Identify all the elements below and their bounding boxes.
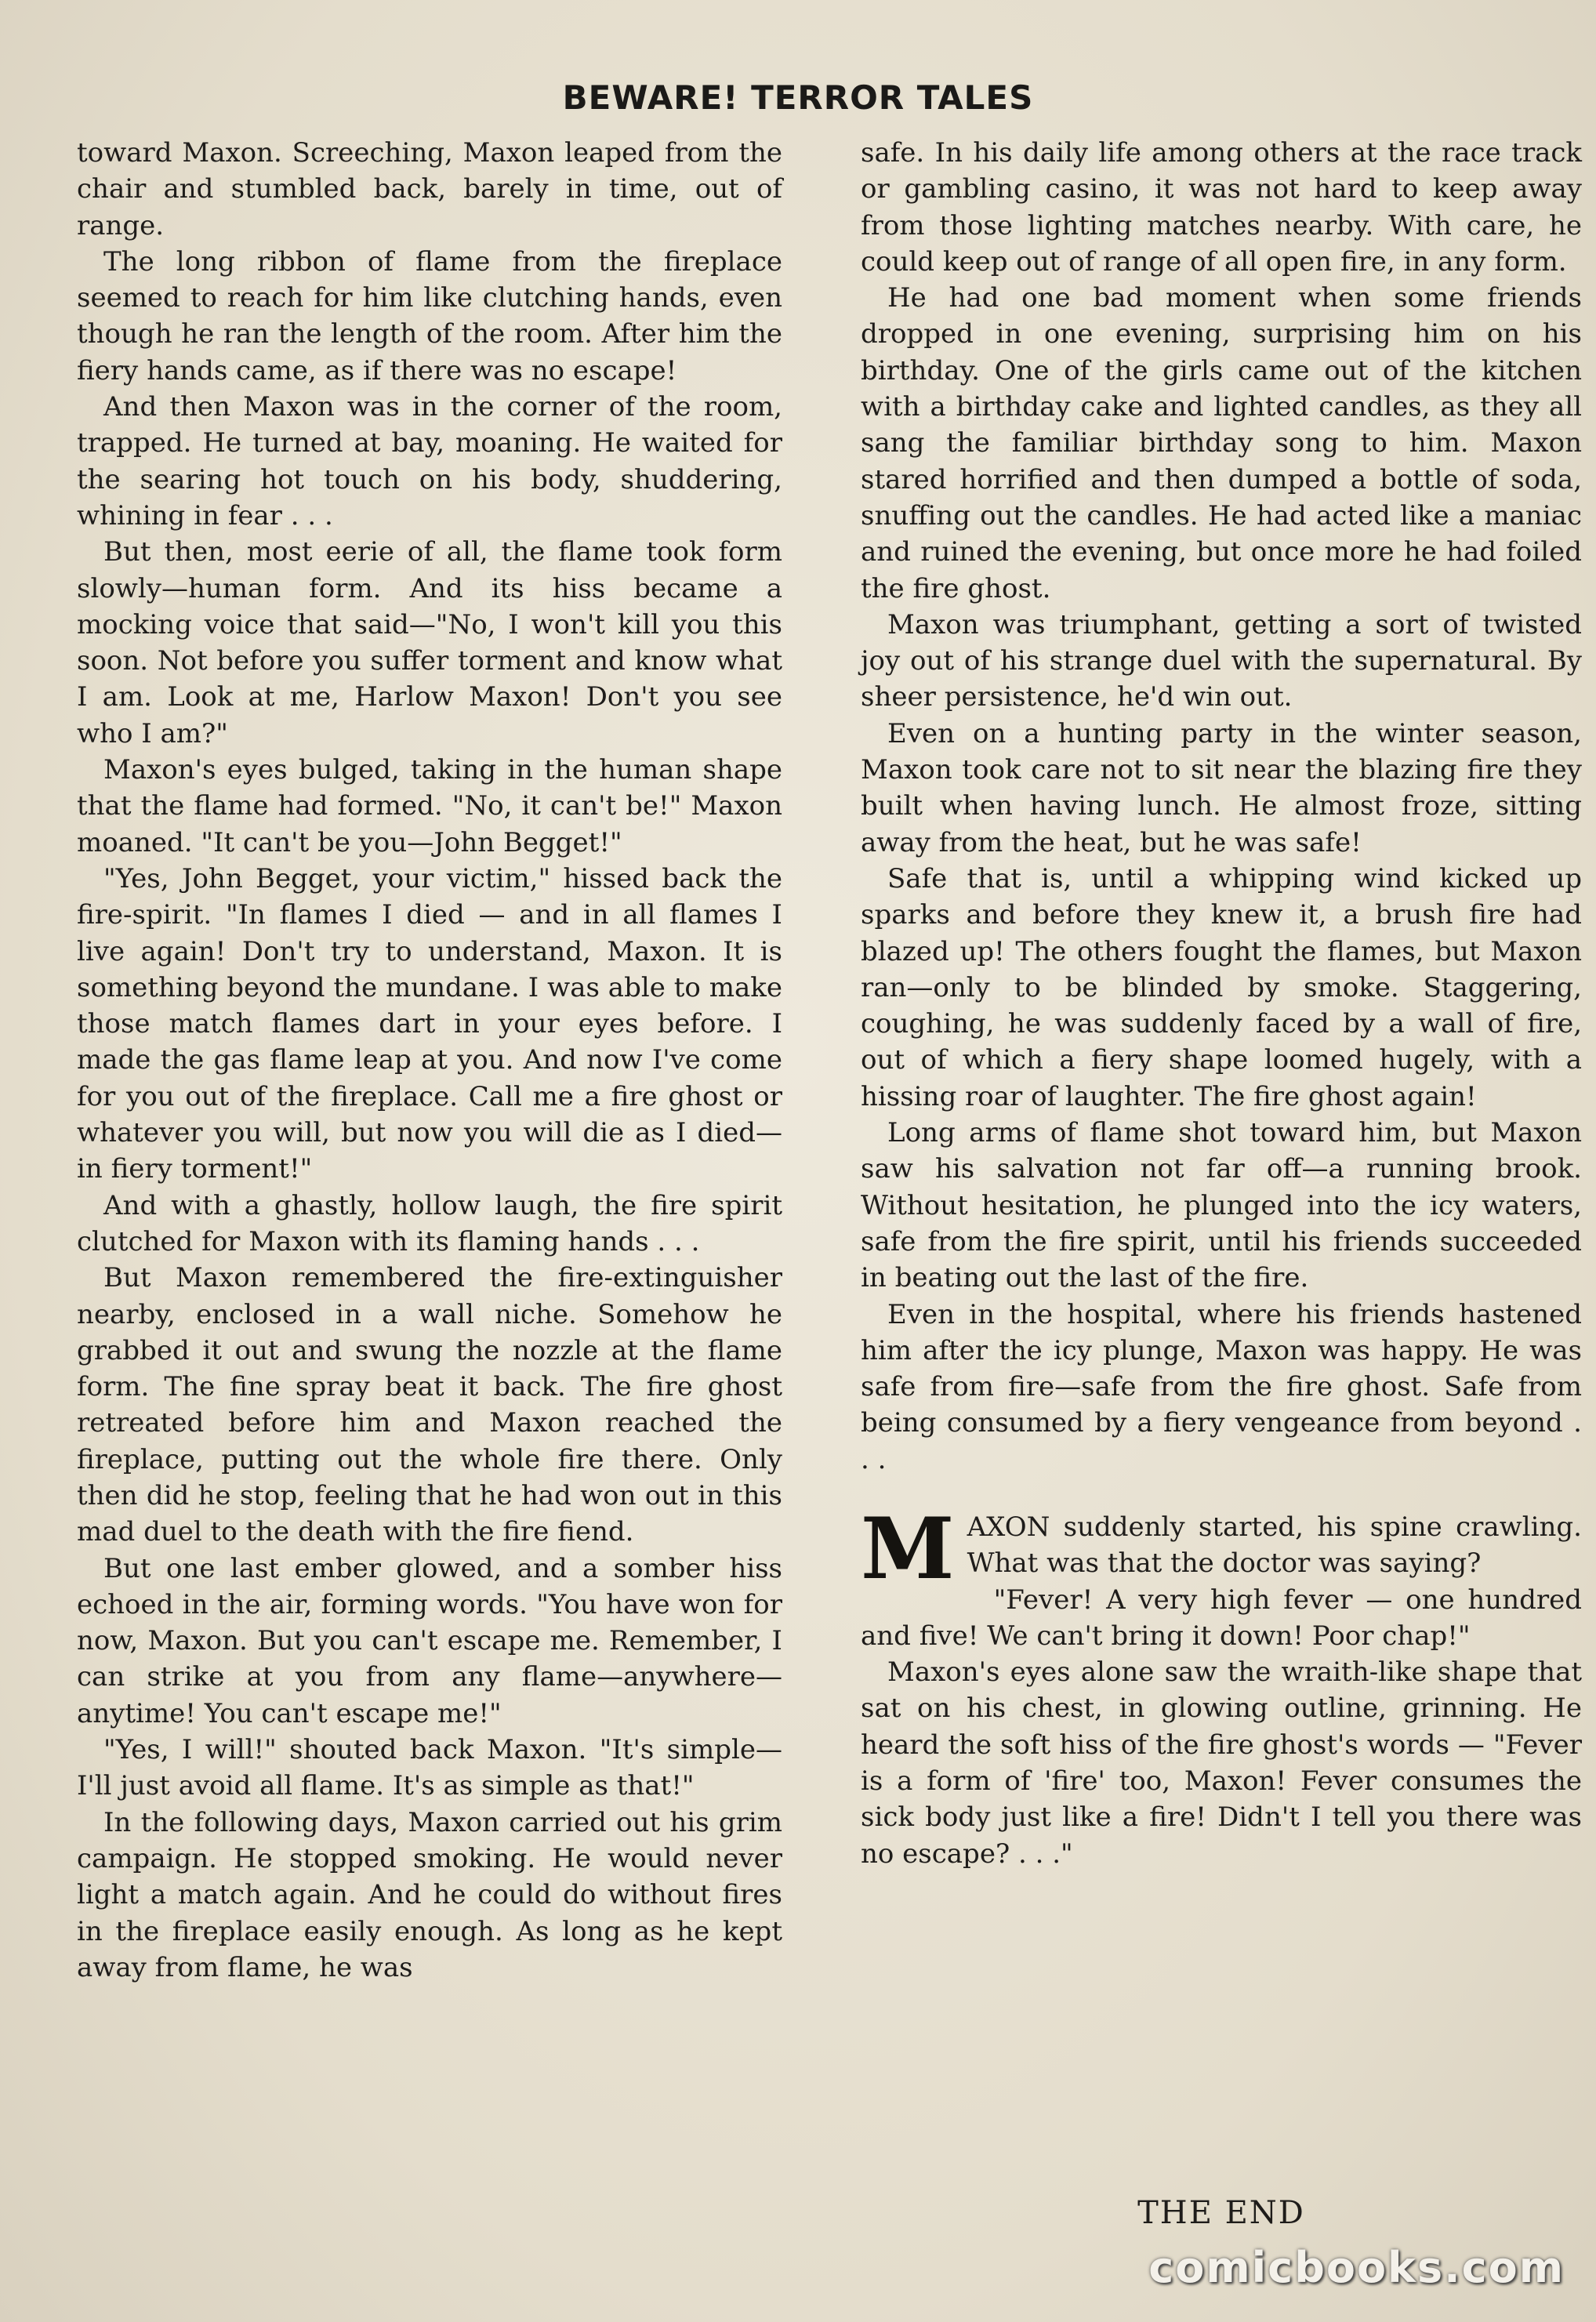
paragraph: And with a ghastly, hollow laugh, the fire spirit clutched for Maxon with its flaming hands . . . bbox=[77, 1189, 782, 1257]
paragraph: But one last ember glowed, and a somber hiss echoed in the air, forming words. "You have won for now, Maxon. But you can't escape me. Remember, I can strike at you from any flame—anywhere—anytime! You can't escape me!" bbox=[77, 1552, 782, 1729]
paragraph: The long ribbon of flame from the fireplace seemed to reach for him like clutching hands, even though he ran the length of the room. After him the fiery hands came, as if there was no escape! bbox=[77, 245, 782, 386]
the-end-label: THE END bbox=[1137, 2195, 1305, 2231]
paragraph: "Yes, John Begget, your victim," hissed back the fire-spirit. "In flames I died — and in all flames I live again! Don't try to understand, Maxon. It is something beyond the mundane. I was able to make those match flames dart in your eyes before. I made the gas flame leap at you. And now I've come for you out of the fireplace. Call me a fire ghost or whatever you will, but now you will die as I died—in fiery torment!" bbox=[77, 862, 782, 1185]
paragraph: But Maxon remembered the fire-extinguisher nearby, enclosed in a wall niche. Somehow he grabbed it out and swung the nozzle at the flame form. The fine spray beat it back. The fire ghost retreated before him and Maxon reached the fireplace, putting out the whole fire there. Only then did he stop, feeling that he had won out in this mad duel to the death with the fire fiend. bbox=[77, 1262, 782, 1548]
paragraph: safe. In his daily life among others at the race track or gambling casino, it was not hard to keep away from those lighting matches nearby. With care, he could keep out of range of all open fire, in any form. bbox=[861, 137, 1582, 278]
paragraph: "Yes, I will!" shouted back Maxon. "It's simple—I'll just avoid all flame. It's as simple as that!" bbox=[77, 1734, 782, 1802]
drop-cap: M bbox=[861, 1499, 955, 1598]
epilogue-text: AXON suddenly started, his spine crawling. What was that the doctor was saying? bbox=[967, 1511, 1582, 1580]
paragraph: He had one bad moment when some friends dropped in one evening, surprising him on his birthday. One of the girls came out of the kitchen with a birthday cake and lighted candles, as they all sang the familiar birthday song to him. Maxon stared horrified and then dumped a bottle of soda, snuffing out the candles. He had acted like a maniac and ruined the evening, but once more he had foiled the fire ghost. bbox=[861, 282, 1582, 604]
paragraph: Maxon's eyes bulged, taking in the human shape that the flame had formed. "No, it can't be!" Maxon moaned. "It can't be you—John Begget!" bbox=[77, 754, 782, 858]
paragraph: "Fever! A very high fever — one hundred and five! We can't bring it down! Poor chap!" bbox=[861, 1584, 1582, 1652]
paragraph: Even on a hunting party in the winter season, Maxon took care not to sit near the blazing fire they built when having lunch. He almost froze, sitting away from the heat, but he was safe! bbox=[861, 717, 1582, 858]
watermark-logo: comicbooks.com bbox=[1148, 2243, 1565, 2292]
paragraph: Even in the hospital, where his friends hastened him after the icy plunge, Maxon was happy. He was safe from fire—safe from the fire ghost. Safe from being consumed by a fiery vengeance from beyond . . . bbox=[861, 1298, 1582, 1475]
right-column bbox=[861, 135, 1582, 1872]
epilogue-first-paragraph bbox=[861, 1499, 1582, 1598]
paragraph: Maxon's eyes alone saw the wraith-like shape that sat on his chest, in glowing outline, grinning. He heard the soft hiss of the fire ghost's words — "Fever is a form of 'fire' too, Maxon! Fever consumes the sick body just like a fire! Didn't I tell you there was no escape? . . ." bbox=[861, 1656, 1582, 1870]
paragraph: toward Maxon. Screeching, Maxon leaped from the chair and stumbled back, barely in time, out of range. bbox=[77, 137, 782, 241]
paragraph: Maxon was triumphant, getting a sort of twisted joy out of his strange duel with the supernatural. By sheer persistence, he'd win out. bbox=[861, 608, 1582, 713]
paragraph: But then, most eerie of all, the flame took form slowly—human form. And its hiss became a mocking voice that said—"No, I won't kill you this soon. Not before you suffer torment and know what I am. Look at me, Harlow Maxon! Don't you see who I am?" bbox=[77, 536, 782, 749]
paragraph: Long arms of flame shot toward him, but Maxon saw his salvation not far off—a running brook. Without hesitation, he plunged into the icy waters, safe from the fire spirit, until his friends succeeded in beating out the last of the fire. bbox=[861, 1117, 1582, 1294]
page-header: BEWARE! TERROR TALES bbox=[562, 78, 1034, 117]
paragraph: And then Maxon was in the corner of the room, trapped. He turned at bay, moaning. He waited for the searing hot touch on his body, shuddering, whining in fear . . . bbox=[77, 391, 782, 532]
paragraph: In the following days, Maxon carried out his grim campaign. He stopped smoking. He would never light a match again. And he could do without fires in the fireplace easily enough. As long as he kept away from flame, he was bbox=[77, 1806, 782, 1983]
left-column bbox=[77, 135, 782, 1986]
paragraph: Safe that is, until a whipping wind kicked up sparks and before they knew it, a brush fire had blazed up! The others fought the flames, but Maxon ran—only to be blinded by smoke. Staggering, coughing, he was suddenly faced by a wall of fire, out of which a fiery shape loomed hugely, with a hissing roar of laughter. The fire ghost again! bbox=[861, 862, 1582, 1112]
